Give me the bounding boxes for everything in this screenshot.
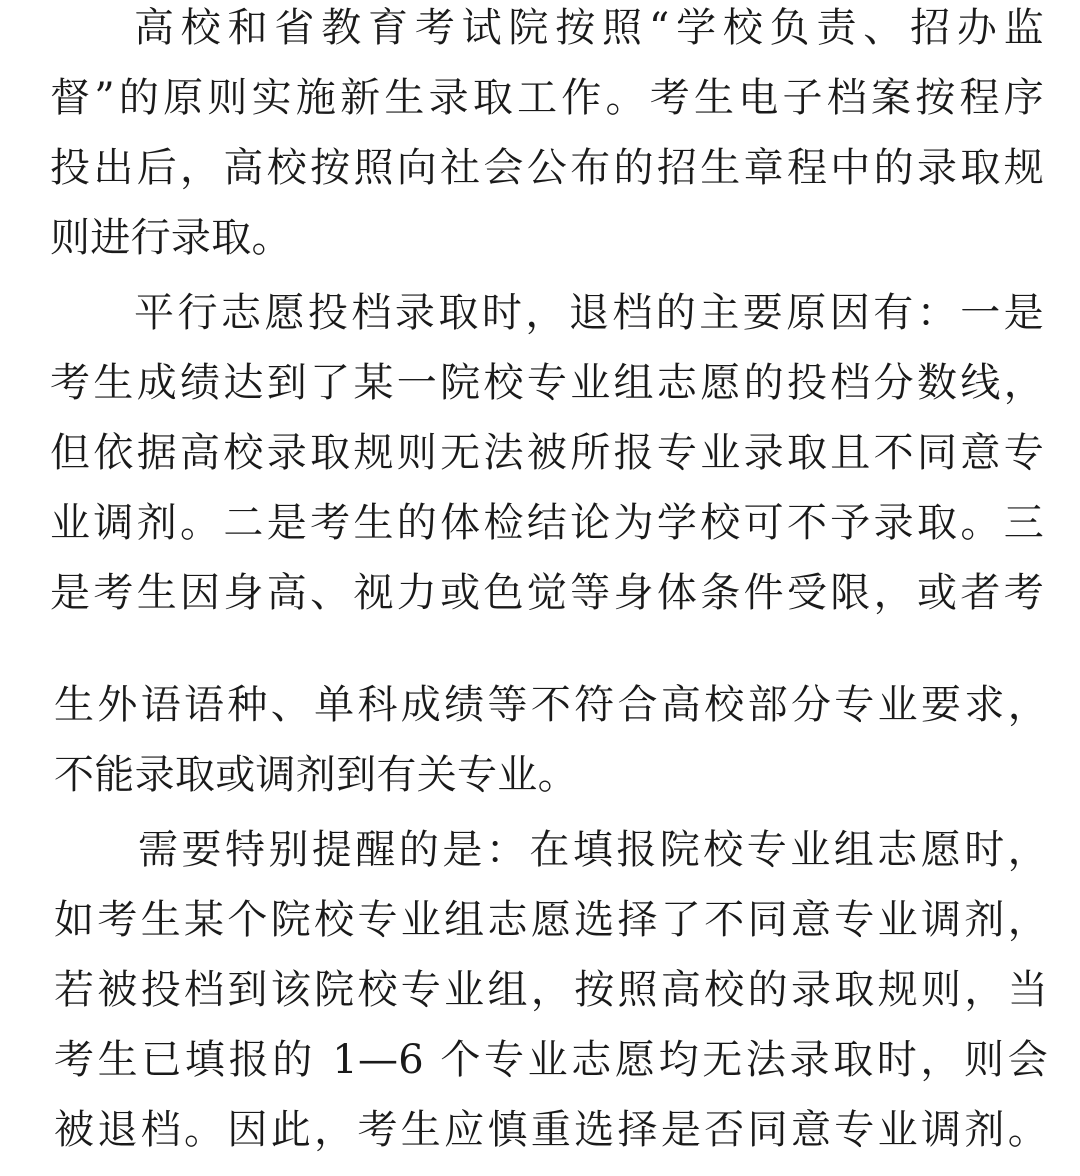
paragraph-2-line-5: 是考生因身高、视力或色觉等身体条件受限，或者考 — [50, 570, 1044, 616]
paragraph-3-line-1: 需要特别提醒的是：在填报院校专业组志愿时， — [138, 827, 1048, 873]
paragraph-2-line-1: 平行志愿投档录取时，退档的主要原因有：一是 — [134, 290, 1044, 336]
paragraph-2-line-2: 考生成绩达到了某一院校专业组志愿的投档分数线， — [50, 360, 1044, 406]
paragraph-1-line-1: 高校和省教育考试院按照“学校负责、招办监 — [134, 5, 1044, 51]
paragraph-3-line-3: 若被投档到该院校专业组，按照高校的录取规则，当 — [54, 967, 1048, 1013]
paragraph-3-line-2: 如考生某个院校专业组志愿选择了不同意专业调剂， — [54, 897, 1048, 943]
paragraph-3-line-5: 被退档。因此，考生应慎重选择是否同意专业调剂。 — [54, 1107, 1048, 1153]
paragraph-2-line-3: 但依据高校录取规则无法被所报专业录取且不同意专 — [50, 430, 1044, 476]
paragraph-2-line-6: 生外语语种、单科成绩等不符合高校部分专业要求， — [54, 682, 1048, 728]
paragraph-1-line-4: 则进行录取。 — [50, 215, 292, 261]
paragraph-1-line-3: 投出后，高校按照向社会公布的招生章程中的录取规 — [50, 145, 1044, 191]
paragraph-3-line-4: 考生已填报的 1—6 个专业志愿均无法录取时，则会 — [54, 1037, 1048, 1083]
paragraph-2-line-7: 不能录取或调剂到有关专业。 — [54, 752, 578, 798]
paragraph-1-line-2: 督”的原则实施新生录取工作。考生电子档案按程序 — [50, 75, 1044, 121]
paragraph-2-line-4: 业调剂。二是考生的体检结论为学校可不予录取。三 — [50, 500, 1044, 546]
